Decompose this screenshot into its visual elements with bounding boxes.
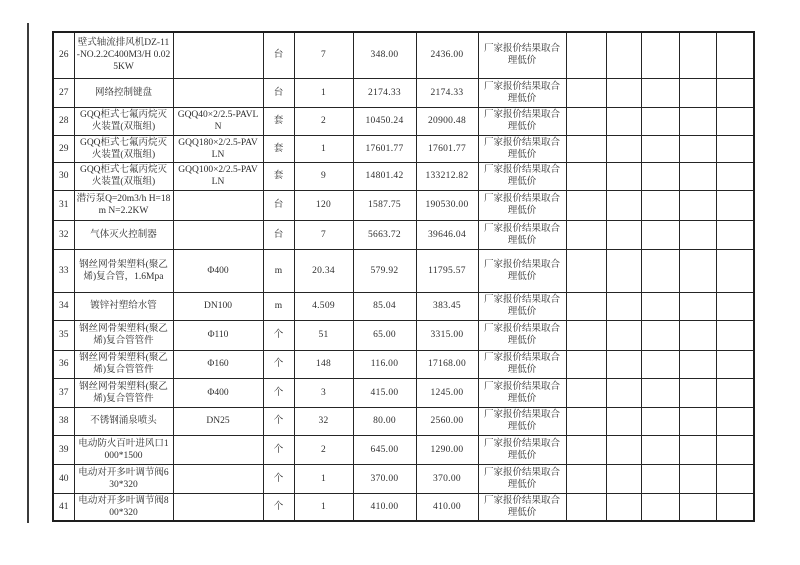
row-number-cell: 28 xyxy=(53,107,74,135)
qty-cell: 1 xyxy=(294,78,353,107)
item-name-cell: 镀锌衬塑给水管 xyxy=(74,292,173,320)
empty-cell xyxy=(641,464,679,493)
table-row xyxy=(53,320,754,350)
empty-cell xyxy=(679,292,716,320)
item-name-cell: 不锈钢涌泉喷头 xyxy=(74,407,173,435)
unit-cell: 个 xyxy=(263,350,294,378)
row-number-cell: 37 xyxy=(53,378,74,407)
row-number-cell: 41 xyxy=(53,493,74,521)
unit-cell: 个 xyxy=(263,320,294,350)
unit-price-cell: 415.00 xyxy=(353,378,416,407)
empty-cell xyxy=(641,407,679,435)
empty-cell xyxy=(641,435,679,464)
page-margin-line xyxy=(27,23,29,523)
empty-cell xyxy=(679,162,716,190)
empty-cell xyxy=(679,249,716,292)
unit-price-cell: 1587.75 xyxy=(353,190,416,220)
empty-cell xyxy=(566,135,606,162)
unit-price-cell: 645.00 xyxy=(353,435,416,464)
remark-cell: 厂家报价结果取合理低价 xyxy=(478,32,566,78)
empty-cell xyxy=(716,32,754,78)
qty-cell: 120 xyxy=(294,190,353,220)
remark-cell: 厂家报价结果取合理低价 xyxy=(478,378,566,407)
unit-cell: m xyxy=(263,292,294,320)
remark-cell: 厂家报价结果取合理低价 xyxy=(478,464,566,493)
empty-cell xyxy=(566,78,606,107)
empty-cell xyxy=(716,464,754,493)
empty-cell xyxy=(566,32,606,78)
empty-cell xyxy=(566,493,606,521)
empty-cell xyxy=(606,107,641,135)
remark-cell: 厂家报价结果取合理低价 xyxy=(478,292,566,320)
empty-cell xyxy=(606,190,641,220)
spec-cell: Φ400 xyxy=(173,249,263,292)
row-number-cell: 31 xyxy=(53,190,74,220)
remark-cell: 厂家报价结果取合理低价 xyxy=(478,320,566,350)
spec-cell xyxy=(173,493,263,521)
item-name-cell: GQQ柜式七氟丙烷灭火装置(双瓶组) xyxy=(74,162,173,190)
item-name-cell: 钢丝网骨架塑料(聚乙烯)复合管管件 xyxy=(74,378,173,407)
empty-cell xyxy=(679,78,716,107)
empty-cell xyxy=(716,350,754,378)
remark-cell: 厂家报价结果取合理低价 xyxy=(478,493,566,521)
empty-cell xyxy=(566,407,606,435)
empty-cell xyxy=(679,190,716,220)
empty-cell xyxy=(606,435,641,464)
remark-cell: 厂家报价结果取合理低价 xyxy=(478,350,566,378)
spec-cell: Φ400 xyxy=(173,378,263,407)
table-row xyxy=(53,220,754,249)
empty-cell xyxy=(566,464,606,493)
unit-price-cell: 410.00 xyxy=(353,493,416,521)
row-number-cell: 32 xyxy=(53,220,74,249)
empty-cell xyxy=(716,249,754,292)
empty-cell xyxy=(606,292,641,320)
unit-cell: 个 xyxy=(263,493,294,521)
total-price-cell: 2174.33 xyxy=(416,78,478,107)
empty-cell xyxy=(606,78,641,107)
total-price-cell: 370.00 xyxy=(416,464,478,493)
empty-cell xyxy=(716,378,754,407)
item-name-cell: GQQ柜式七氟丙烷灭火装置(双瓶组) xyxy=(74,135,173,162)
row-number-cell: 34 xyxy=(53,292,74,320)
spec-cell: Φ110 xyxy=(173,320,263,350)
table-row xyxy=(53,435,754,464)
total-price-cell: 39646.04 xyxy=(416,220,478,249)
total-price-cell: 17601.77 xyxy=(416,135,478,162)
empty-cell xyxy=(679,464,716,493)
empty-cell xyxy=(641,78,679,107)
remark-cell: 厂家报价结果取合理低价 xyxy=(478,190,566,220)
total-price-cell: 2436.00 xyxy=(416,32,478,78)
table-row xyxy=(53,292,754,320)
empty-cell xyxy=(566,320,606,350)
row-number-cell: 26 xyxy=(53,32,74,78)
empty-cell xyxy=(641,190,679,220)
table-row xyxy=(53,135,754,162)
qty-cell: 1 xyxy=(294,135,353,162)
empty-cell xyxy=(716,220,754,249)
remark-cell: 厂家报价结果取合理低价 xyxy=(478,135,566,162)
empty-cell xyxy=(606,378,641,407)
unit-cell: 台 xyxy=(263,78,294,107)
spec-cell: GQQ40×2/2.5-PAVLN xyxy=(173,107,263,135)
qty-cell: 2 xyxy=(294,435,353,464)
unit-cell: 套 xyxy=(263,135,294,162)
empty-cell xyxy=(716,107,754,135)
empty-cell xyxy=(641,320,679,350)
total-price-cell: 133212.82 xyxy=(416,162,478,190)
empty-cell xyxy=(566,350,606,378)
table-row xyxy=(53,378,754,407)
total-price-cell: 1245.00 xyxy=(416,378,478,407)
remark-cell: 厂家报价结果取合理低价 xyxy=(478,107,566,135)
unit-cell: 个 xyxy=(263,407,294,435)
spec-cell: Φ160 xyxy=(173,350,263,378)
unit-price-cell: 80.00 xyxy=(353,407,416,435)
table-row xyxy=(53,493,754,521)
empty-cell xyxy=(641,378,679,407)
qty-cell: 2 xyxy=(294,107,353,135)
empty-cell xyxy=(679,378,716,407)
item-name-cell: 钢丝网骨架塑料(聚乙烯)复合管，1.6Mpa xyxy=(74,249,173,292)
row-number-cell: 36 xyxy=(53,350,74,378)
empty-cell xyxy=(606,320,641,350)
empty-cell xyxy=(679,107,716,135)
total-price-cell: 383.45 xyxy=(416,292,478,320)
qty-cell: 7 xyxy=(294,220,353,249)
row-number-cell: 39 xyxy=(53,435,74,464)
item-name-cell: 电动防火百叶进风口1000*1500 xyxy=(74,435,173,464)
empty-cell xyxy=(716,78,754,107)
empty-cell xyxy=(641,493,679,521)
empty-cell xyxy=(566,378,606,407)
spec-cell xyxy=(173,190,263,220)
empty-cell xyxy=(606,249,641,292)
empty-cell xyxy=(679,493,716,521)
table-row xyxy=(53,78,754,107)
empty-cell xyxy=(716,135,754,162)
qty-cell: 32 xyxy=(294,407,353,435)
empty-cell xyxy=(716,435,754,464)
empty-cell xyxy=(606,220,641,249)
table-row xyxy=(53,190,754,220)
empty-cell xyxy=(566,107,606,135)
empty-cell xyxy=(679,350,716,378)
empty-cell xyxy=(716,407,754,435)
unit-price-cell: 370.00 xyxy=(353,464,416,493)
item-name-cell: 气体灭火控制器 xyxy=(74,220,173,249)
item-name-cell: 钢丝网骨架塑料(聚乙烯)复合管管件 xyxy=(74,350,173,378)
empty-cell xyxy=(716,493,754,521)
total-price-cell: 190530.00 xyxy=(416,190,478,220)
empty-cell xyxy=(641,107,679,135)
empty-cell xyxy=(566,435,606,464)
qty-cell: 9 xyxy=(294,162,353,190)
empty-cell xyxy=(716,190,754,220)
unit-cell: 个 xyxy=(263,378,294,407)
empty-cell xyxy=(566,292,606,320)
row-number-cell: 27 xyxy=(53,78,74,107)
table-row xyxy=(53,107,754,135)
unit-price-cell: 14801.42 xyxy=(353,162,416,190)
empty-cell xyxy=(679,407,716,435)
spec-cell xyxy=(173,220,263,249)
qty-cell: 4.509 xyxy=(294,292,353,320)
total-price-cell: 1290.00 xyxy=(416,435,478,464)
item-name-cell: 网络控制键盘 xyxy=(74,78,173,107)
table-row xyxy=(53,464,754,493)
empty-cell xyxy=(641,162,679,190)
total-price-cell: 2560.00 xyxy=(416,407,478,435)
remark-cell: 厂家报价结果取合理低价 xyxy=(478,435,566,464)
total-price-cell: 410.00 xyxy=(416,493,478,521)
empty-cell xyxy=(606,350,641,378)
qty-cell: 51 xyxy=(294,320,353,350)
unit-price-cell: 348.00 xyxy=(353,32,416,78)
quotation-table-container xyxy=(52,31,755,522)
empty-cell xyxy=(566,190,606,220)
spec-cell: GQQ180×2/2.5-PAVLN xyxy=(173,135,263,162)
spec-cell xyxy=(173,78,263,107)
remark-cell: 厂家报价结果取合理低价 xyxy=(478,407,566,435)
spec-cell xyxy=(173,435,263,464)
row-number-cell: 35 xyxy=(53,320,74,350)
price-table-body xyxy=(53,32,754,521)
item-name-cell: 潜污泵Q=20m3/h H=18m N=2.2KW xyxy=(74,190,173,220)
empty-cell xyxy=(641,292,679,320)
empty-cell xyxy=(566,249,606,292)
empty-cell xyxy=(716,292,754,320)
item-name-cell: 壁式轴流排风机DZ-11-NO.2.2C400M3/H 0.025KW xyxy=(74,32,173,78)
qty-cell: 7 xyxy=(294,32,353,78)
item-name-cell: 钢丝网骨架塑料(聚乙烯)复合管管件 xyxy=(74,320,173,350)
remark-cell: 厂家报价结果取合理低价 xyxy=(478,162,566,190)
qty-cell: 20.34 xyxy=(294,249,353,292)
item-name-cell: 电动对开多叶调节阀630*320 xyxy=(74,464,173,493)
empty-cell xyxy=(606,135,641,162)
empty-cell xyxy=(679,320,716,350)
item-name-cell: 电动对开多叶调节阀800*320 xyxy=(74,493,173,521)
unit-price-cell: 116.00 xyxy=(353,350,416,378)
spec-cell: GQQ100×2/2.5-PAVLN xyxy=(173,162,263,190)
unit-cell: 套 xyxy=(263,107,294,135)
qty-cell: 3 xyxy=(294,378,353,407)
spec-cell: DN100 xyxy=(173,292,263,320)
row-number-cell: 29 xyxy=(53,135,74,162)
row-number-cell: 30 xyxy=(53,162,74,190)
remark-cell: 厂家报价结果取合理低价 xyxy=(478,220,566,249)
spec-cell xyxy=(173,32,263,78)
empty-cell xyxy=(641,32,679,78)
unit-price-cell: 2174.33 xyxy=(353,78,416,107)
qty-cell: 148 xyxy=(294,350,353,378)
table-row xyxy=(53,350,754,378)
empty-cell xyxy=(716,162,754,190)
table-row xyxy=(53,32,754,78)
empty-cell xyxy=(679,135,716,162)
unit-price-cell: 85.04 xyxy=(353,292,416,320)
empty-cell xyxy=(606,464,641,493)
empty-cell xyxy=(606,162,641,190)
empty-cell xyxy=(641,135,679,162)
row-number-cell: 33 xyxy=(53,249,74,292)
empty-cell xyxy=(679,32,716,78)
empty-cell xyxy=(606,32,641,78)
unit-cell: 台 xyxy=(263,220,294,249)
empty-cell xyxy=(641,249,679,292)
empty-cell xyxy=(641,220,679,249)
qty-cell: 1 xyxy=(294,464,353,493)
unit-cell: 个 xyxy=(263,464,294,493)
remark-cell: 厂家报价结果取合理低价 xyxy=(478,78,566,107)
total-price-cell: 17168.00 xyxy=(416,350,478,378)
spec-cell xyxy=(173,464,263,493)
unit-price-cell: 65.00 xyxy=(353,320,416,350)
unit-cell: 套 xyxy=(263,162,294,190)
empty-cell xyxy=(606,493,641,521)
unit-price-cell: 10450.24 xyxy=(353,107,416,135)
unit-price-cell: 5663.72 xyxy=(353,220,416,249)
empty-cell xyxy=(641,350,679,378)
unit-cell: m xyxy=(263,249,294,292)
total-price-cell: 3315.00 xyxy=(416,320,478,350)
row-number-cell: 40 xyxy=(53,464,74,493)
empty-cell xyxy=(679,435,716,464)
empty-cell xyxy=(606,407,641,435)
quotation-price-table xyxy=(52,31,755,522)
empty-cell xyxy=(679,220,716,249)
unit-price-cell: 17601.77 xyxy=(353,135,416,162)
total-price-cell: 20900.48 xyxy=(416,107,478,135)
table-row xyxy=(53,162,754,190)
empty-cell xyxy=(716,320,754,350)
empty-cell xyxy=(566,220,606,249)
unit-price-cell: 579.92 xyxy=(353,249,416,292)
spec-cell: DN25 xyxy=(173,407,263,435)
unit-cell: 台 xyxy=(263,190,294,220)
total-price-cell: 11795.57 xyxy=(416,249,478,292)
table-row xyxy=(53,249,754,292)
qty-cell: 1 xyxy=(294,493,353,521)
item-name-cell: GQQ柜式七氟丙烷灭火装置(双瓶组) xyxy=(74,107,173,135)
unit-cell: 台 xyxy=(263,32,294,78)
table-row xyxy=(53,407,754,435)
empty-cell xyxy=(566,162,606,190)
remark-cell: 厂家报价结果取合理低价 xyxy=(478,249,566,292)
unit-cell: 个 xyxy=(263,435,294,464)
row-number-cell: 38 xyxy=(53,407,74,435)
